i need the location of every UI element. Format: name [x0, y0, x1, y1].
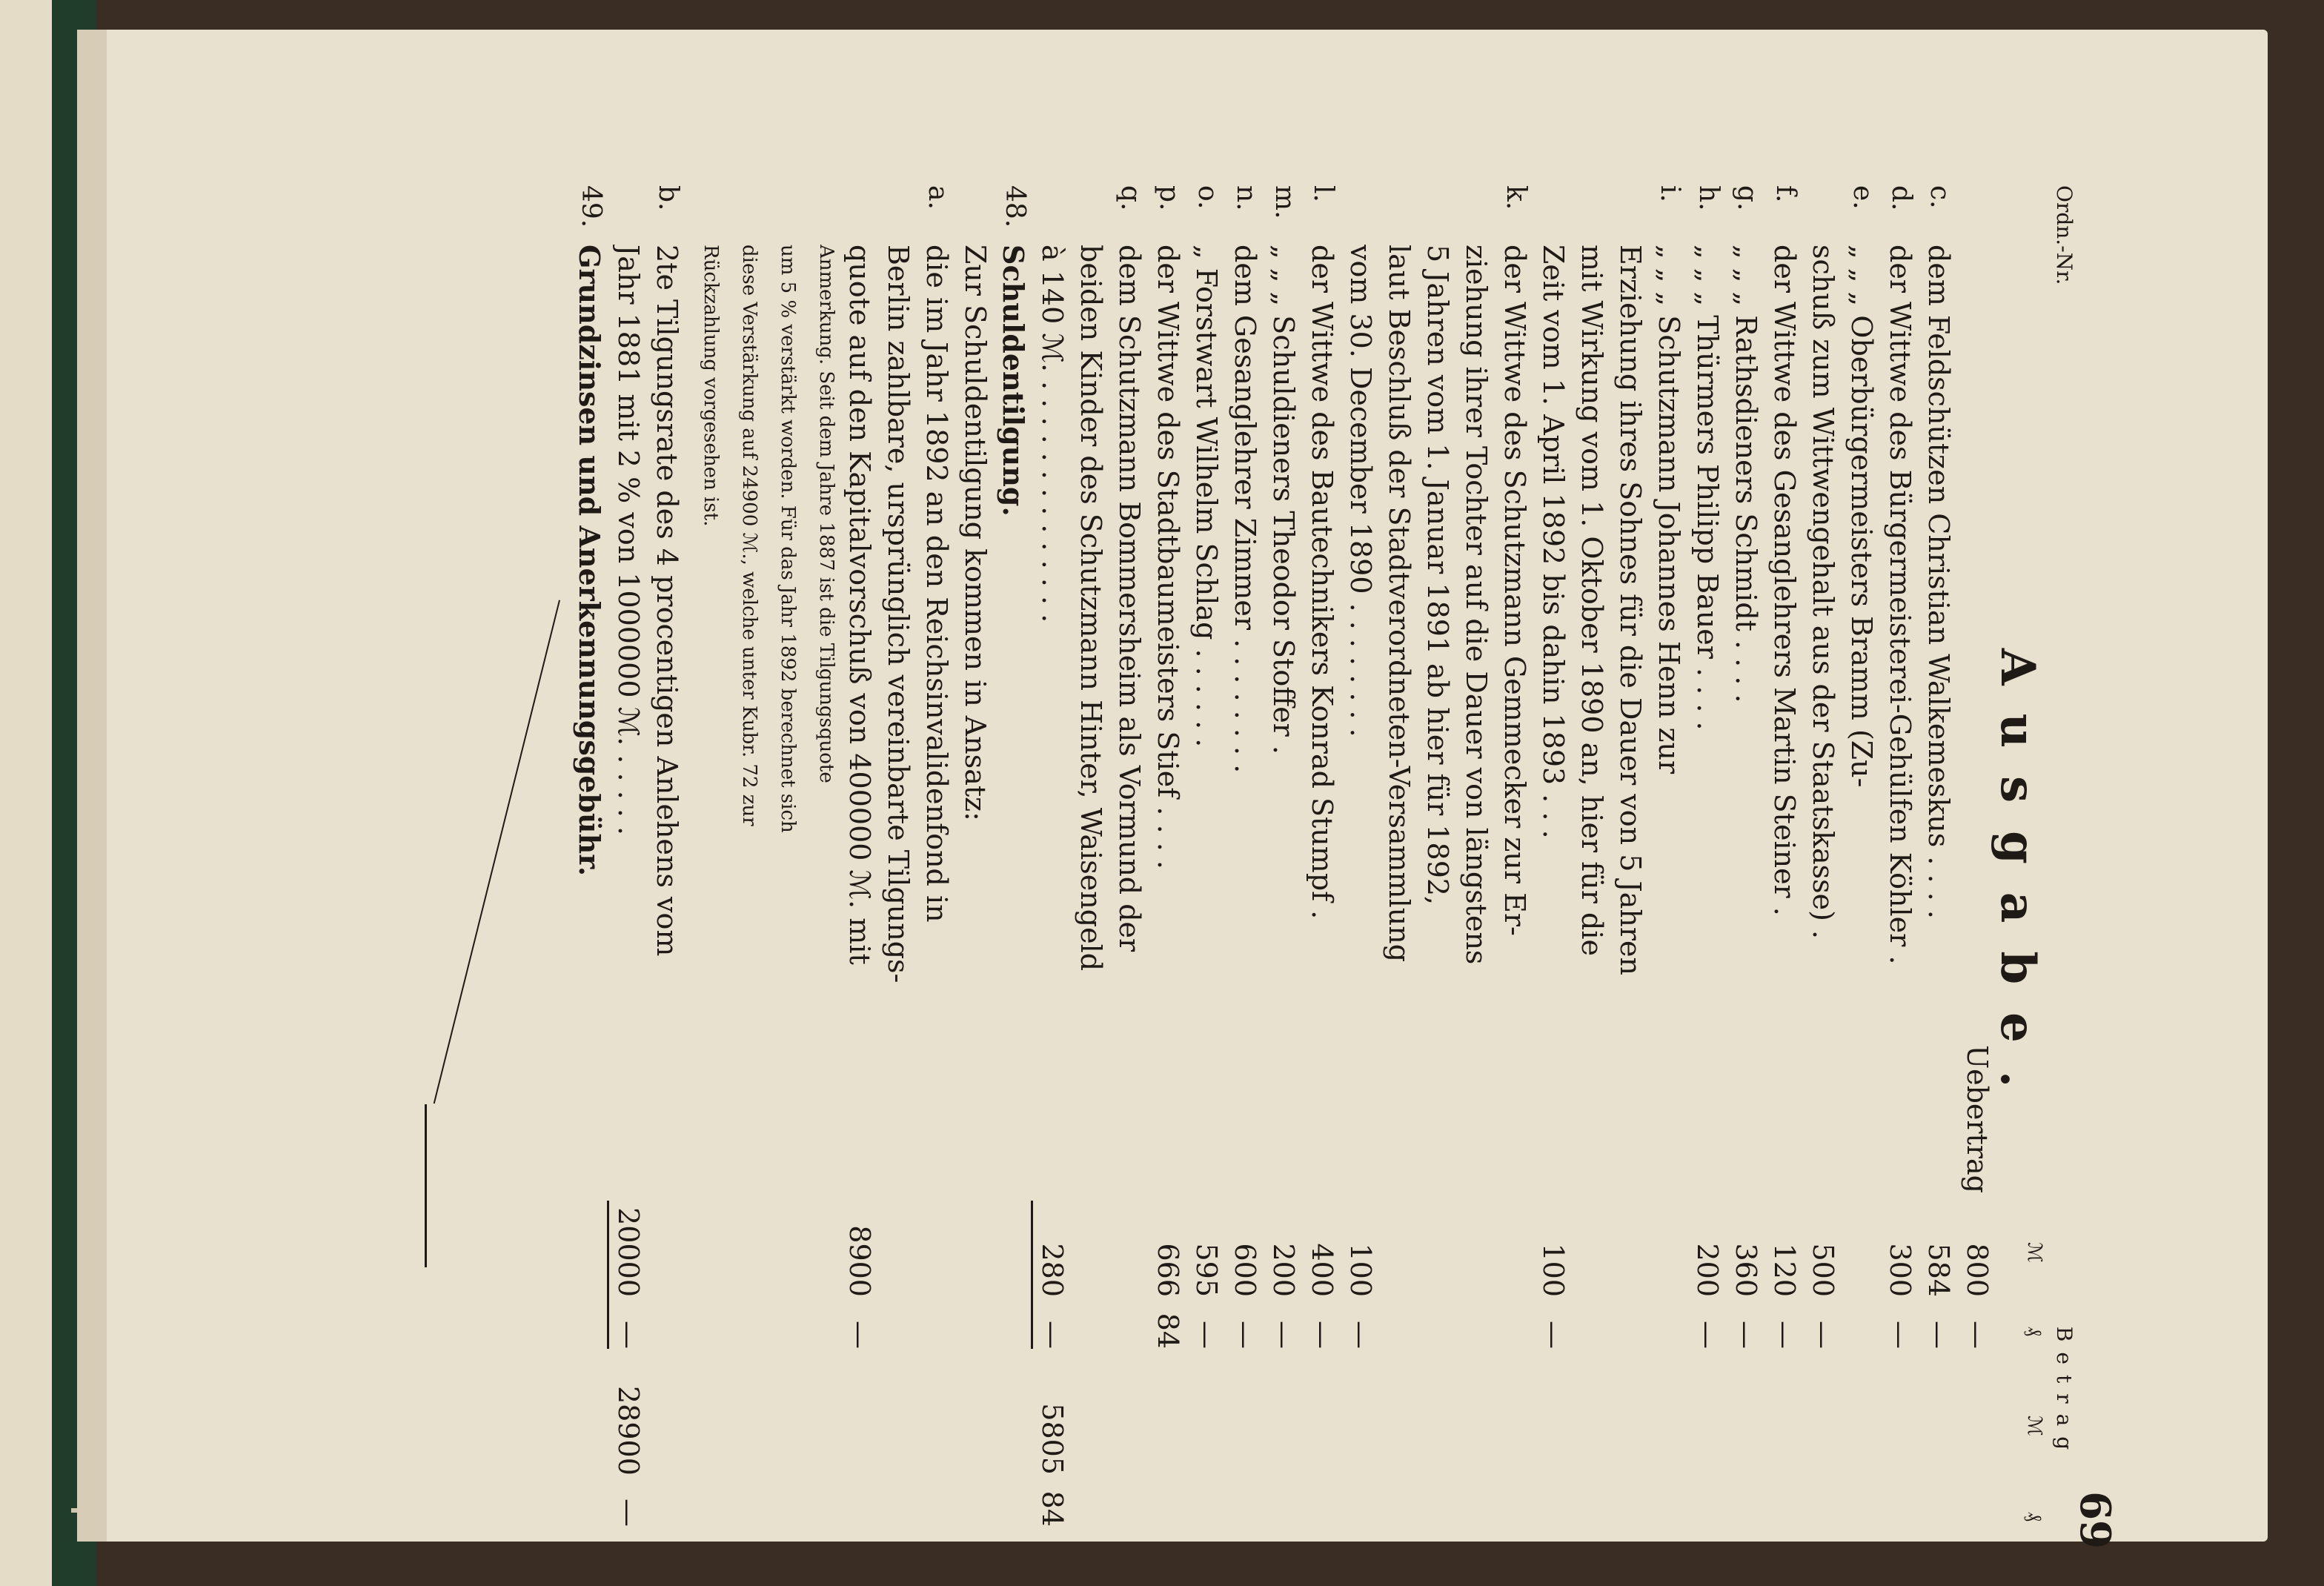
amount-mark: 280	[1036, 1243, 1069, 1297]
row-label: q.	[1115, 185, 1146, 211]
row-text: der Wittwe des Stadtbaumeisters Stief . . . .	[1152, 245, 1184, 869]
amount-mark: 500	[1807, 1243, 1839, 1297]
row-text: vom 30. December 1890 . . . . . . . .	[1344, 245, 1377, 737]
table-row	[1415, 185, 1454, 1564]
amount-pf: —	[1691, 1321, 1724, 1349]
row-text: der Wittwe des Bürgermeisterei-Gehülfen Köhler .	[1884, 245, 1916, 965]
row-text: 2te Tilgungsrate des 4 procentigen Anlehens vom	[651, 245, 683, 957]
amount-pf: —	[1537, 1321, 1570, 1349]
amount-pf: —	[1344, 1321, 1377, 1349]
total-mark: 28900	[612, 1386, 645, 1476]
table-row	[837, 185, 876, 1564]
row-text: die im Jahr 1892 an den Reichsinvalidenfond in	[920, 245, 953, 923]
table-row	[1570, 185, 1608, 1564]
total-mark: 5805	[1036, 1403, 1069, 1475]
row-text: diese Verstärkung auf 24900 ℳ., welche unter Kubr. 72 zur	[738, 245, 760, 826]
amount-pf: —	[1768, 1321, 1801, 1349]
table-row	[1146, 185, 1184, 1564]
row-label: e.	[1847, 185, 1878, 210]
page-number: 69	[2071, 1491, 2119, 1549]
table-row	[1608, 185, 1647, 1564]
amount-pf: —	[1229, 1321, 1261, 1349]
table-row	[1685, 185, 1724, 1564]
row-text: „ „ „ Oberbürgermeisters Bramm (Zu-	[1845, 245, 1878, 788]
table-row	[1531, 185, 1570, 1564]
row-label: 49.	[576, 185, 606, 228]
row-label: o.	[1192, 185, 1223, 210]
table-row	[1030, 185, 1069, 1564]
row-text: Schuldentilgung.	[997, 245, 1030, 517]
amount-pf: —	[1807, 1321, 1839, 1349]
row-text: „ „ „ Schutzmann Johannes Henn zur	[1653, 245, 1685, 774]
amount-pf: —	[1884, 1321, 1916, 1349]
ordn-nr-header: Ordn.-Nr.	[2052, 185, 2076, 285]
betrag-header: Betrag	[2052, 1326, 2076, 1461]
table-row	[1762, 185, 1801, 1564]
row-label: d.	[1886, 185, 1916, 211]
row-label: g.	[1732, 185, 1762, 211]
table-row	[1454, 185, 1493, 1564]
subtotal-rule	[1031, 1201, 1033, 1349]
table-row	[1223, 185, 1261, 1564]
row-label: i.	[1655, 185, 1685, 202]
page-content	[119, 185, 2119, 1579]
row-text: „ „ „ Schuldieners Theodor Stoffer .	[1267, 245, 1300, 755]
amount-mark: 584	[1922, 1243, 1955, 1297]
row-text: Rückzahlung vorgesehen ist.	[700, 245, 722, 527]
row-text: schuß zum Wittwengehalt aus der Staatskasse) .	[1807, 245, 1839, 940]
table-row	[1261, 185, 1300, 1564]
amount-pf: 84	[1152, 1313, 1184, 1349]
amount-mark: 400	[1306, 1243, 1338, 1297]
table-row	[606, 185, 645, 1564]
amount-mark: 595	[1190, 1243, 1223, 1297]
table-row	[914, 185, 953, 1564]
row-text: Berlin zahlbare, ursprünglich vereinbarte Tilgungs-	[882, 245, 914, 983]
table-row	[1955, 185, 1993, 1564]
row-text: beiden Kinder des Schutzmann Hinter, Waisengeld	[1075, 245, 1107, 972]
row-text: Zur Schuldentilgung kommen in Ansatz:	[959, 245, 992, 821]
row-text: Anmerkung. Seit dem Jahre 1887 ist die Tilgungsquote	[815, 245, 837, 783]
table-row	[1916, 185, 1955, 1564]
row-text: Erziehung ihres Sohnes für die Dauer von 5 Jahren	[1614, 245, 1647, 975]
amount-mark: 600	[1229, 1243, 1261, 1297]
subtotal-rule-2	[607, 1201, 609, 1349]
amount-mark: 300	[1884, 1243, 1916, 1297]
row-text: der Wittwe des Gesanglehrers Martin Steiner .	[1768, 245, 1801, 916]
amount-mark: 100	[1537, 1243, 1570, 1297]
table-row	[992, 185, 1030, 1564]
row-label: n.	[1231, 185, 1261, 211]
row-label: p.	[1154, 185, 1184, 211]
amount-mark: 360	[1730, 1243, 1762, 1297]
table-row	[1878, 185, 1916, 1564]
table-row	[1724, 185, 1762, 1564]
row-text: mit Wirkung vom 1. Oktober 1890 an, hier für die	[1576, 245, 1608, 956]
row-text: dem Schutzmann Bommersheim als Vormund der	[1113, 245, 1146, 952]
table-row	[1377, 185, 1415, 1564]
table-row	[568, 185, 606, 1564]
row-text: dem Feldschützen Christian Walkemeskus . . . .	[1922, 245, 1955, 919]
left-page-edge	[0, 0, 59, 1586]
unit-pf-total: ₰	[2023, 1512, 2045, 1522]
row-text: der Wittwe des Schutzmann Gemmecker zur Er-	[1498, 245, 1531, 936]
table-row	[953, 185, 992, 1564]
uebertrag-label: Uebertrag	[1961, 1045, 1993, 1193]
amount-mark: 666	[1152, 1243, 1184, 1297]
row-text: dem Gesanglehrer Zimmer . . . . . . . .	[1229, 245, 1261, 774]
table-row	[1069, 185, 1107, 1564]
table-row	[1184, 185, 1223, 1564]
amount-pf: —	[1036, 1321, 1069, 1349]
row-text: quote auf den Kapitalvorschuß von 400000 ℳ. mit	[843, 245, 876, 965]
amount-mark: 200	[1691, 1243, 1724, 1297]
total-pf: 84	[1036, 1490, 1069, 1527]
table-row	[876, 185, 914, 1564]
row-label: f.	[1770, 185, 1801, 203]
table-row	[683, 185, 722, 1564]
amount-mark: 800	[1961, 1243, 1993, 1297]
unit-mark-total: ℳ	[2023, 1416, 2045, 1436]
page-title: Ausgabe.	[1990, 648, 2045, 1116]
amount-pf: —	[1306, 1321, 1338, 1349]
row-text: Grundzinsen und Anerkennungsgebühr.	[573, 245, 606, 877]
amount-mark: 8900	[843, 1225, 876, 1297]
row-label: a.	[923, 185, 953, 210]
table-row	[1107, 185, 1146, 1564]
amount-pf: —	[1730, 1321, 1762, 1349]
row-text: um 5 % verstärkt worden. Für das Jahr 1892 berechnet sich	[777, 245, 799, 833]
row-label: 48.	[1000, 185, 1030, 228]
table-row	[1839, 185, 1878, 1564]
table-row	[760, 185, 799, 1564]
amount-pf: —	[1922, 1321, 1955, 1349]
row-label: c.	[1925, 185, 1955, 209]
unit-mark: ℳ	[2023, 1242, 2045, 1263]
table-row	[645, 185, 683, 1564]
row-text: 5 Jahren vom 1. Januar 1891 ab hier für 1892,	[1421, 245, 1454, 906]
row-text: „ „ „ Rathsdieners Schmidt . . . .	[1730, 245, 1762, 703]
row-text: Jahr 1881 mit 2 % von 1000000 ℳ. . . . . .	[612, 245, 645, 836]
strike-diagonal	[434, 600, 560, 1104]
row-text: „ „ „ Thürmers Philipp Bauer . . . .	[1691, 245, 1724, 731]
table-row	[722, 185, 760, 1564]
unit-pf: ₰	[2023, 1327, 2045, 1336]
table-row	[1338, 185, 1377, 1564]
table-row	[1647, 185, 1685, 1564]
amount-mark: 120	[1768, 1243, 1801, 1297]
row-label: k.	[1501, 185, 1531, 210]
end-rule	[425, 1104, 427, 1267]
row-label: h.	[1693, 185, 1724, 211]
amount-pf: —	[1961, 1321, 1993, 1349]
amount-pf: —	[612, 1321, 645, 1349]
amount-pf: —	[1190, 1321, 1223, 1349]
row-text: ziehung ihrer Tochter auf die Dauer von längstens	[1460, 245, 1493, 965]
page-gutter	[77, 30, 107, 1542]
row-text: der Wittwe des Bautechnikers Konrad Stumpf .	[1306, 245, 1338, 920]
table-row	[1493, 185, 1531, 1564]
row-label: m.	[1269, 185, 1300, 219]
row-text: „ Forstwart Wilhelm Schlag . . . . . .	[1190, 245, 1223, 748]
total-pf: —	[612, 1499, 645, 1527]
row-label: l.	[1308, 185, 1338, 202]
amount-mark: 200	[1267, 1243, 1300, 1297]
table-row	[799, 185, 837, 1564]
row-label: b.	[653, 185, 683, 211]
row-text: à 140 ℳ. . . . . . . . . . . . . . .	[1036, 245, 1069, 623]
amount-mark: 20000	[612, 1207, 645, 1297]
amount-pf: —	[1267, 1321, 1300, 1349]
amount-mark: 100	[1344, 1243, 1377, 1297]
row-text: Zeit vom 1. April 1892 bis dahin 1893 . . .	[1537, 245, 1570, 839]
amount-pf: —	[843, 1321, 876, 1349]
row-text: laut Beschluß der Stadtverordneten-Versammlung	[1383, 245, 1415, 963]
table-row	[1801, 185, 1839, 1564]
table-row	[1300, 185, 1338, 1564]
